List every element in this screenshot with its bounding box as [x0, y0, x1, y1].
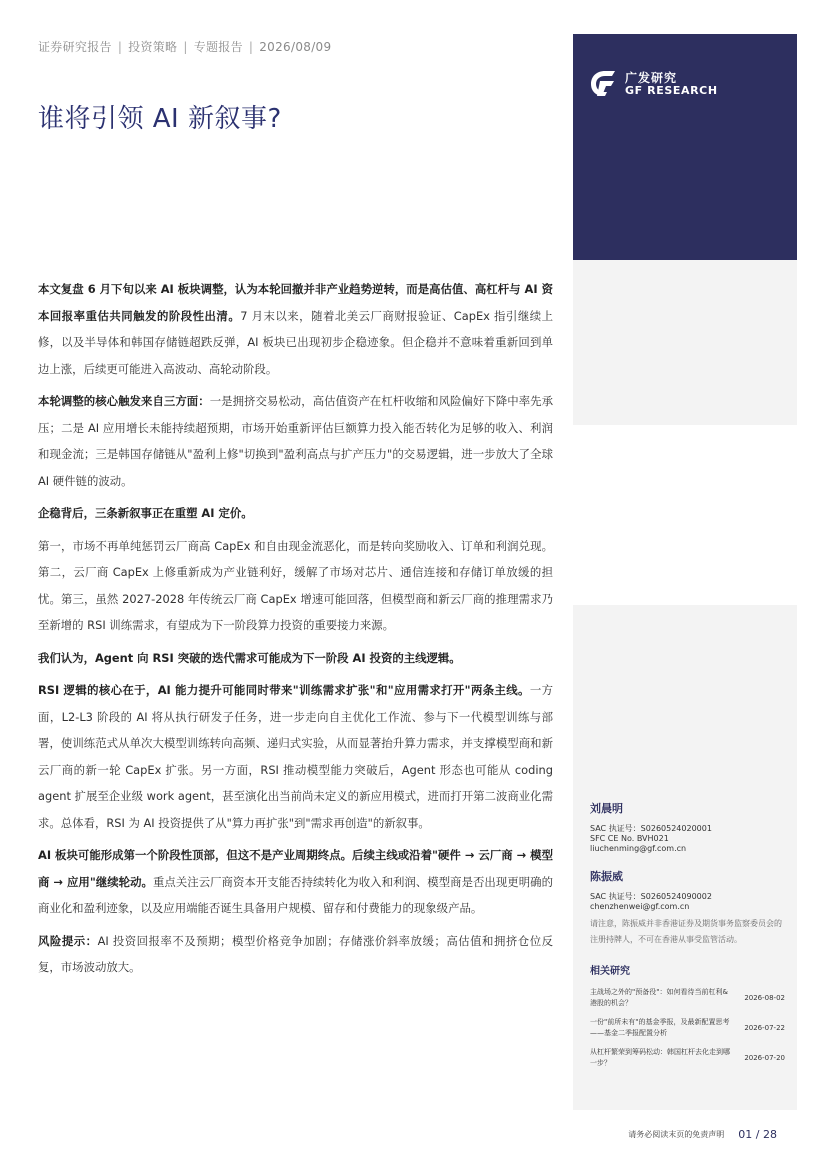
- author-card: [590, 868, 785, 948]
- meta-separator: |: [183, 40, 188, 54]
- related-item-title[interactable]: 一份"前所未有"的基金季报，及最新配置思考——基金二季报配置分析: [590, 1018, 730, 1037]
- related-item[interactable]: [590, 1017, 785, 1039]
- summary-text: 7 月末以来，随着北美云厂商财报验证、CapEx 指引继续上修，以及半导体和韩国存储链超跌反弹，AI 板块已出现初步企稳迹象。但企稳并不意味着重新回到单边上涨，后续更可能进入高波动、高轮动阶段。: [38, 308, 553, 376]
- brand-panel: [573, 34, 797, 260]
- summary-lead: 本文复盘 6 月下旬以来 AI 板块调整，认为本轮回撤并非产业趋势逆转，而是高估值、高杠杆与 AI 资本回报率重估共同触发的阶段性出清。: [38, 282, 553, 323]
- paragraph-risk: [38, 928, 553, 981]
- page-title: 谁将引领 AI 新叙事?: [38, 104, 282, 134]
- disclaimer-note: 请务必阅读末页的免责声明: [628, 1130, 725, 1139]
- paragraph-narratives: 第一，市场不再单纯惩罚云厂商高 CapEx 和自由现金流恶化，而是转向奖励收入、订单和利润兑现。第二，云厂商 CapEx 上修重新成为产业链利好，缓解了市场对芯片、通信连接和存储订单放缓的担忧。第三，虽然 2027-2028 年传统云厂商 CapEx 增速可能回落，但模型商和新云厂商的推理需求乃至新增的 RSI 训练需求，有望成为下一阶段算力投资的重要接力来源。: [38, 538, 553, 632]
- related-research: [590, 962, 785, 1077]
- triggers-text: 一是拥挤交易松动，高估值资产在杠杆收缩和风险偏好下降中率先承压；二是 AI 应用增长未能持续超预期，市场开始重新评估巨额算力投入能否转化为足够的收入、利润和现金流；三是韩国存储链从"盈利上修"切换到"盈利高点与扩产压力"的交易逻辑，进一步放大了全球 AI 硬件链的波动。: [38, 394, 553, 488]
- rsi-lead: RSI 逻辑的核心在于，AI 能力提升可能同时带来"训练需求扩张"和"应用需求打开"两条主线。: [38, 683, 530, 697]
- page-footer: [628, 1128, 777, 1141]
- related-title: 相关研究: [590, 966, 630, 977]
- meta-date: 2026/08/09: [259, 40, 332, 54]
- brand-name-en: GF RESEARCH: [625, 83, 718, 97]
- related-item-date: 2026-07-22: [744, 1024, 785, 1032]
- author-card: [590, 800, 785, 854]
- report-body: [38, 276, 553, 987]
- rsi-text: 一方面，L2-L3 阶段的 AI 将从执行研发子任务，进一步走向自主优化工作流、参与下一代模型训练与部署，使训练范式从单次大模型训练转向高频、递归式实验，从而显著抬升算力需求，并支撑模型商和新云厂商的新一轮 CapEx 扩张。另一方面，RSI 推动模型能力突破后，Agent 形态也可能从 coding agent 扩展至企业级 work agent，甚至演化出当前尚未定义的新应用模式，进而打开第二波商业化需求。总体看，RSI 为 AI 投资提供了从"算力再扩张"到"需求再创造"的新叙事。: [38, 683, 553, 830]
- related-item[interactable]: [590, 1047, 785, 1069]
- triggers-lead: 本轮调整的核心触发来自三方面：: [38, 394, 210, 408]
- page-number: 01 / 28: [738, 1128, 777, 1141]
- author-license-note: 请注意，陈振威并非香港证券及期货事务监察委员会的注册持牌人，不可在香港从事受监管活动。: [590, 919, 782, 944]
- paragraph-triggers: [38, 388, 553, 494]
- paragraph-narratives-heading: 企稳背后，三条新叙事正在重塑 AI 定价。: [38, 506, 253, 520]
- rotation-lead: AI 板块可能形成第一个阶段性顶部，但这不是产业周期终点。后续主线或沿着"硬件 → 云厂商 → 模型商 → 应用"继续轮动。: [38, 848, 553, 889]
- author-email[interactable]: chenzhenwei@gf.com.cn: [590, 902, 690, 911]
- author-sac: SAC 执证号：S0260524090002: [590, 892, 712, 901]
- related-item[interactable]: [590, 987, 785, 1009]
- paragraph-rotation: [38, 842, 553, 922]
- paragraph-summary: [38, 276, 553, 382]
- risk-lead: 风险提示：: [38, 933, 98, 948]
- author-sac: SAC 执证号：S0260524020001: [590, 824, 712, 833]
- risk-text: AI 投资回报率不及预期；模型价格竞争加剧；存储涨价斜率放缓；高估值和拥挤仓位反复，市场波动放大。: [38, 933, 553, 974]
- meta-subtype: 专题报告: [193, 40, 243, 54]
- author-sfc: SFC CE No. BVH021: [590, 834, 669, 843]
- rotation-text: 重点关注云厂商资本开支能否持续转化为收入和利润、模型商是否出现更明确的商业化和盈利迹象，以及应用端能否诞生具备用户规模、留存和付费能力的现象级产品。: [38, 874, 553, 915]
- gf-logo-icon: [585, 67, 619, 101]
- brand-logo: [585, 67, 718, 101]
- related-item-date: 2026-07-20: [744, 1054, 785, 1062]
- related-item-title[interactable]: 从杠杆繁荣到筹码松动：韩国杠杆去化走到哪一步？: [590, 1048, 730, 1067]
- related-item-date: 2026-08-02: [744, 994, 785, 1002]
- paragraph-thesis: 我们认为，Agent 向 RSI 突破的迭代需求可能成为下一阶段 AI 投资的主线逻辑。: [38, 650, 461, 665]
- meta-report-type: 证券研究报告: [38, 40, 112, 54]
- author-name: 陈振威: [590, 870, 623, 883]
- meta-separator: |: [248, 40, 254, 54]
- paragraph-rsi: [38, 677, 553, 836]
- author-email[interactable]: liuchenming@gf.com.cn: [590, 844, 687, 853]
- brand-name-cn: 广发研究: [625, 70, 678, 85]
- meta-category: 投资策略: [128, 40, 178, 54]
- sidebar-divider-band: [573, 425, 797, 605]
- author-name: 刘晨明: [590, 802, 623, 815]
- header-meta: [38, 38, 331, 55]
- authors-section: [590, 800, 785, 948]
- related-item-title[interactable]: 主战场之外的"预备役"：如何看待当前杠利&港股的机会？: [590, 988, 728, 1007]
- meta-separator: |: [117, 40, 123, 54]
